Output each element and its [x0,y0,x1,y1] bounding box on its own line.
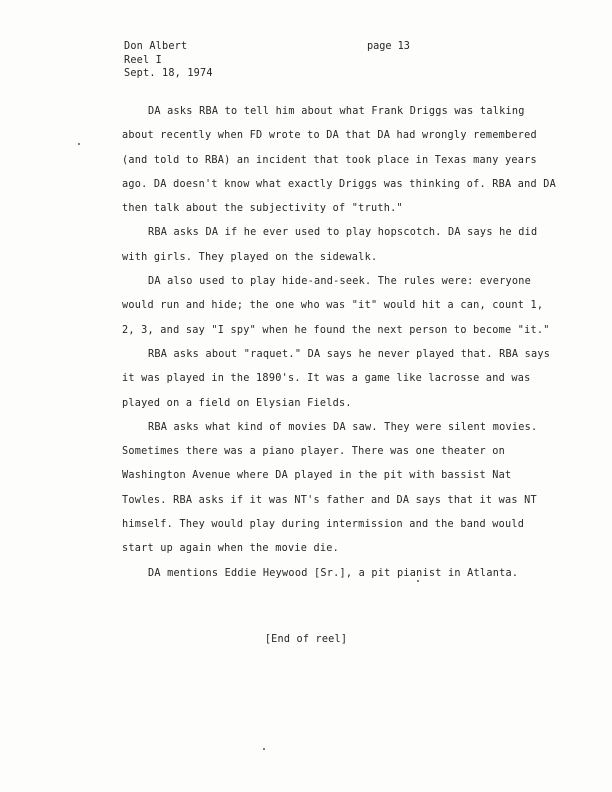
reel-label: Reel I [124,54,163,66]
paragraph: RBA asks what kind of movies DA saw. They were silent movies. Sometimes there was a piano player. There was one theater on Washington Avenue where DA played in the pit with bassist Nat Towles. RBA asks if it was NT's father and DA says that it was NT himself. They would play during intermission and the band would start up again when the movie die. [122,421,538,555]
scan-speck [78,143,80,145]
transcript-body [122,100,562,586]
interviewee-name: Don Albert [124,41,188,52]
paragraph: RBA asks about "raquet." DA says he never played that. RBA says it was played in the 1890's. It was a game like lacrosse and was played on a field on Elysian Fields. [122,348,551,409]
paragraph: RBA asks DA if he ever used to play hopscotch. DA says he did with girls. They played on the sidewalk. [122,227,538,263]
paragraph: DA mentions Eddie Heywood [Sr.], a pit pianist in Atlanta. [148,567,519,579]
scan-speck [417,580,419,582]
scan-speck [263,748,265,750]
header-block [124,40,213,81]
paragraph: DA asks RBA to tell him about what Frank Driggs was talking about recently when FD wrote to DA that DA had wrongly remembered (and told to RBA) an incident that took place in Texas many years ago. DA doesn't know what exactly Driggs was thinking of. RBA and DA then talk about the subjectivity of "truth." [122,106,557,215]
page-number: page 13 [367,41,410,52]
end-of-reel-note: [End of reel] [264,634,348,645]
interview-date: Sept. 18, 1974 [124,68,213,79]
paragraph: DA also used to play hide-and-seek. The rules were: everyone would run and hide; the one who was "it" would hit a can, count 1, 2, 3, and say "I spy" when he found the next person to become "it." [122,276,550,336]
